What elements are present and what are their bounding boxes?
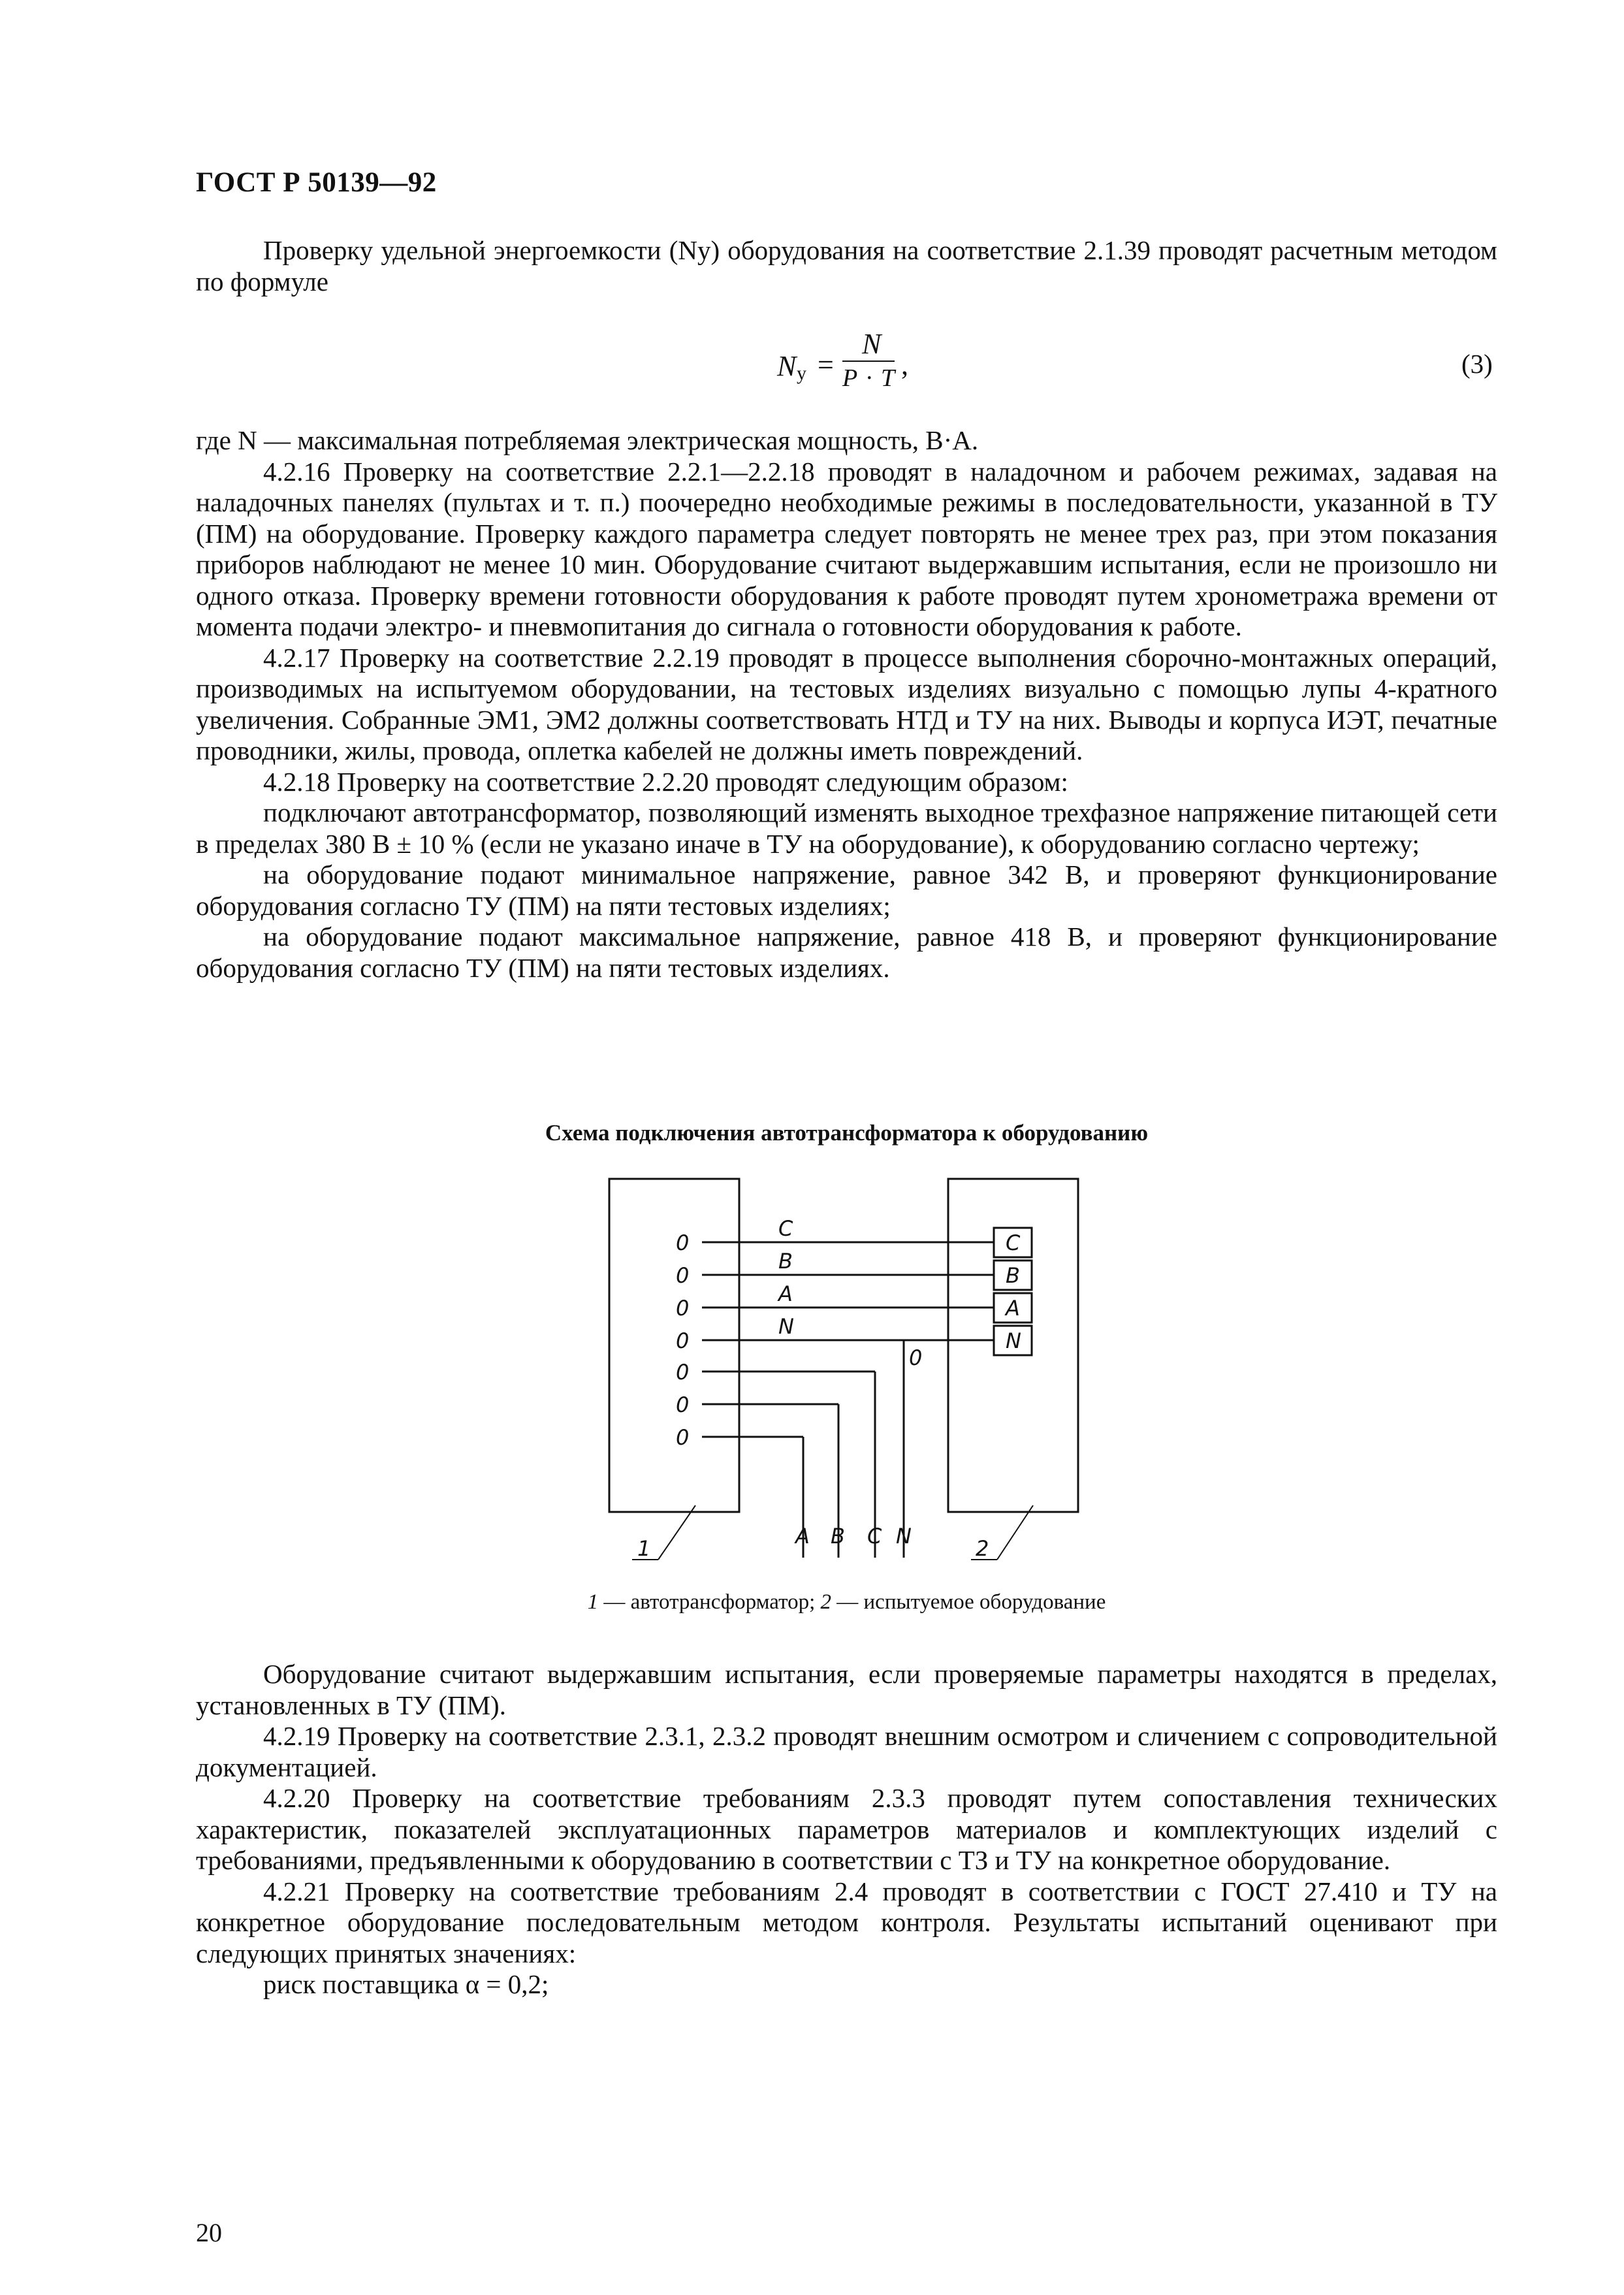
fraction-bar	[842, 361, 895, 362]
formula-comma: ,	[901, 349, 908, 381]
paragraph: 4.2.18 Проверку на соответствие 2.2.20 проводят следующим образом:	[263, 766, 1068, 797]
formula-lhs: N	[777, 350, 797, 382]
left-terminal-label: 0	[676, 1392, 690, 1417]
autotransformer-box	[609, 1179, 739, 1512]
formula	[777, 330, 953, 402]
neutral-wire-label: 0	[909, 1345, 923, 1370]
paragraph: на оборудование подают максимальное напряжение, равное 418 В, и проверяют функционирование оборудования согласно ТУ (ПМ) на пяти тестовых изделиях.	[196, 922, 1497, 983]
closing-text	[196, 1659, 1497, 2000]
paragraph: на оборудование подают минимальное напряжение, равное 342 В, и проверяют функционирование оборудования согласно ТУ (ПМ) на пяти тестовых изделиях;	[196, 859, 1497, 921]
formula-numerator: N	[862, 328, 882, 360]
bottom-phase-label: A	[795, 1524, 810, 1549]
caption-number: 1	[587, 1590, 599, 1614]
paragraph: 4.2.17 Проверку на соответствие 2.2.19 проводят в процессе выполнения сборочно-монтажных операций, производимых на испытуемом оборудовании, на тестовых изделиях визуально с помощью лупы 4-кратного увеличения. Собранные ЭМ1, ЭМ2 должны соответствовать НТД и ТУ на них. Выводы и корпуса ИЭТ, печатные проводники, жилы, провода, оплетка кабелей не должны иметь повреждений.	[196, 642, 1497, 765]
wiring-diagram	[588, 1169, 1110, 1581]
callout-number: 2	[976, 1536, 989, 1561]
paragraph: подключают автотрансформатор, позволяющий изменять выходное трехфазное напряжение питающей сети в пределах 380 В ± 10 % (если не указано иначе в ТУ на оборудование), к оборудованию согласно чертежу;	[196, 797, 1497, 859]
wire-label: N	[778, 1314, 794, 1339]
caption-number: 2	[820, 1590, 832, 1614]
main-text	[196, 425, 1497, 984]
left-terminal-label: 0	[676, 1425, 690, 1450]
caption-text: — испытуемое оборудование	[831, 1590, 1106, 1614]
formula-lhs-subscript: у	[797, 362, 806, 384]
left-terminal-label: 0	[676, 1296, 690, 1321]
left-terminal-label: 0	[676, 1360, 690, 1385]
left-terminal-label: 0	[676, 1328, 690, 1353]
wire-label: C	[778, 1216, 793, 1241]
terminal-label: C	[1006, 1230, 1021, 1255]
caption-text: — автотрансформатор;	[598, 1590, 821, 1614]
bottom-phase-label: B	[831, 1524, 845, 1549]
formula-equals: =	[818, 349, 834, 381]
page-number: 20	[196, 2218, 222, 2247]
paragraph: Проверку удельной энергоемкости (Nу) оборудования на соответствие 2.1.39 проводят расчетным методом по формуле	[196, 235, 1497, 297]
left-terminal-label: 0	[676, 1263, 690, 1288]
paragraph: риск поставщика α = 0,2;	[263, 1969, 549, 1999]
wire-label: B	[778, 1249, 793, 1274]
bottom-phase-label: C	[867, 1524, 882, 1549]
figure-title: Схема подключения автотрансформатора к оборудованию	[545, 1120, 1149, 1146]
intro-text	[196, 235, 1497, 297]
document-header: ГОСТ Р 50139—92	[196, 167, 437, 198]
terminal-label: B	[1006, 1263, 1020, 1288]
figure-caption	[196, 1590, 1497, 1614]
paragraph: 4.2.21 Проверку на соответствие требованиям 2.4 проводят в соответствии с ГОСТ 27.410 и ТУ на конкретное оборудование последовательным методом контроля. Результаты испытаний оценивают при следующих принятых значениях:	[196, 1876, 1497, 1968]
callout-number: 1	[637, 1536, 651, 1561]
paragraph: 4.2.19 Проверку на соответствие 2.3.1, 2.3.2 проводят внешним осмотром и сличением с сопроводительной документацией.	[196, 1721, 1497, 1782]
paragraph: 4.2.16 Проверку на соответствие 2.2.1—2.2.18 проводят в наладочном и рабочем режимах, задавая на наладочных панелях (пультах и т. п.) поочередно необходимые режимы в последовательности, указанной в ТУ (ПМ) на оборудование. Проверку каждого параметра следует повторять не менее трех раз, при этом показания приборов наблюдают не менее 10 мин. Оборудование считают выдержавшим испытания, если не произошло ни одного отказа. Проверку времени готовности оборудования к работе проводят путем хронометража времени от момента подачи электро- и пневмопитания до сигнала о готовности оборудования к работе.	[196, 456, 1497, 641]
wire-label: A	[778, 1281, 793, 1306]
bottom-phase-label: N	[896, 1524, 912, 1549]
paragraph: Оборудование считают выдержавшим испытания, если проверяемые параметры находятся в пределах, установленных в ТУ (ПМ).	[196, 1659, 1497, 1720]
formula-denominator: P · T	[842, 364, 897, 392]
paragraph: где N — максимальная потребляемая электрическая мощность, В·А.	[196, 425, 979, 455]
equation-number: (3)	[1461, 349, 1493, 379]
left-terminal-label: 0	[676, 1230, 690, 1255]
paragraph: 4.2.20 Проверку на соответствие требованиям 2.3.3 проводят путем сопоставления технических характеристик, показателей эксплуатационных параметров материалов и комплектующих изделий с требованиями, предъявленными к оборудованию в соответствии с ТЗ и ТУ на конкретное оборудование.	[196, 1783, 1497, 1875]
terminal-label: A	[1006, 1296, 1020, 1321]
terminal-label: N	[1006, 1328, 1021, 1353]
